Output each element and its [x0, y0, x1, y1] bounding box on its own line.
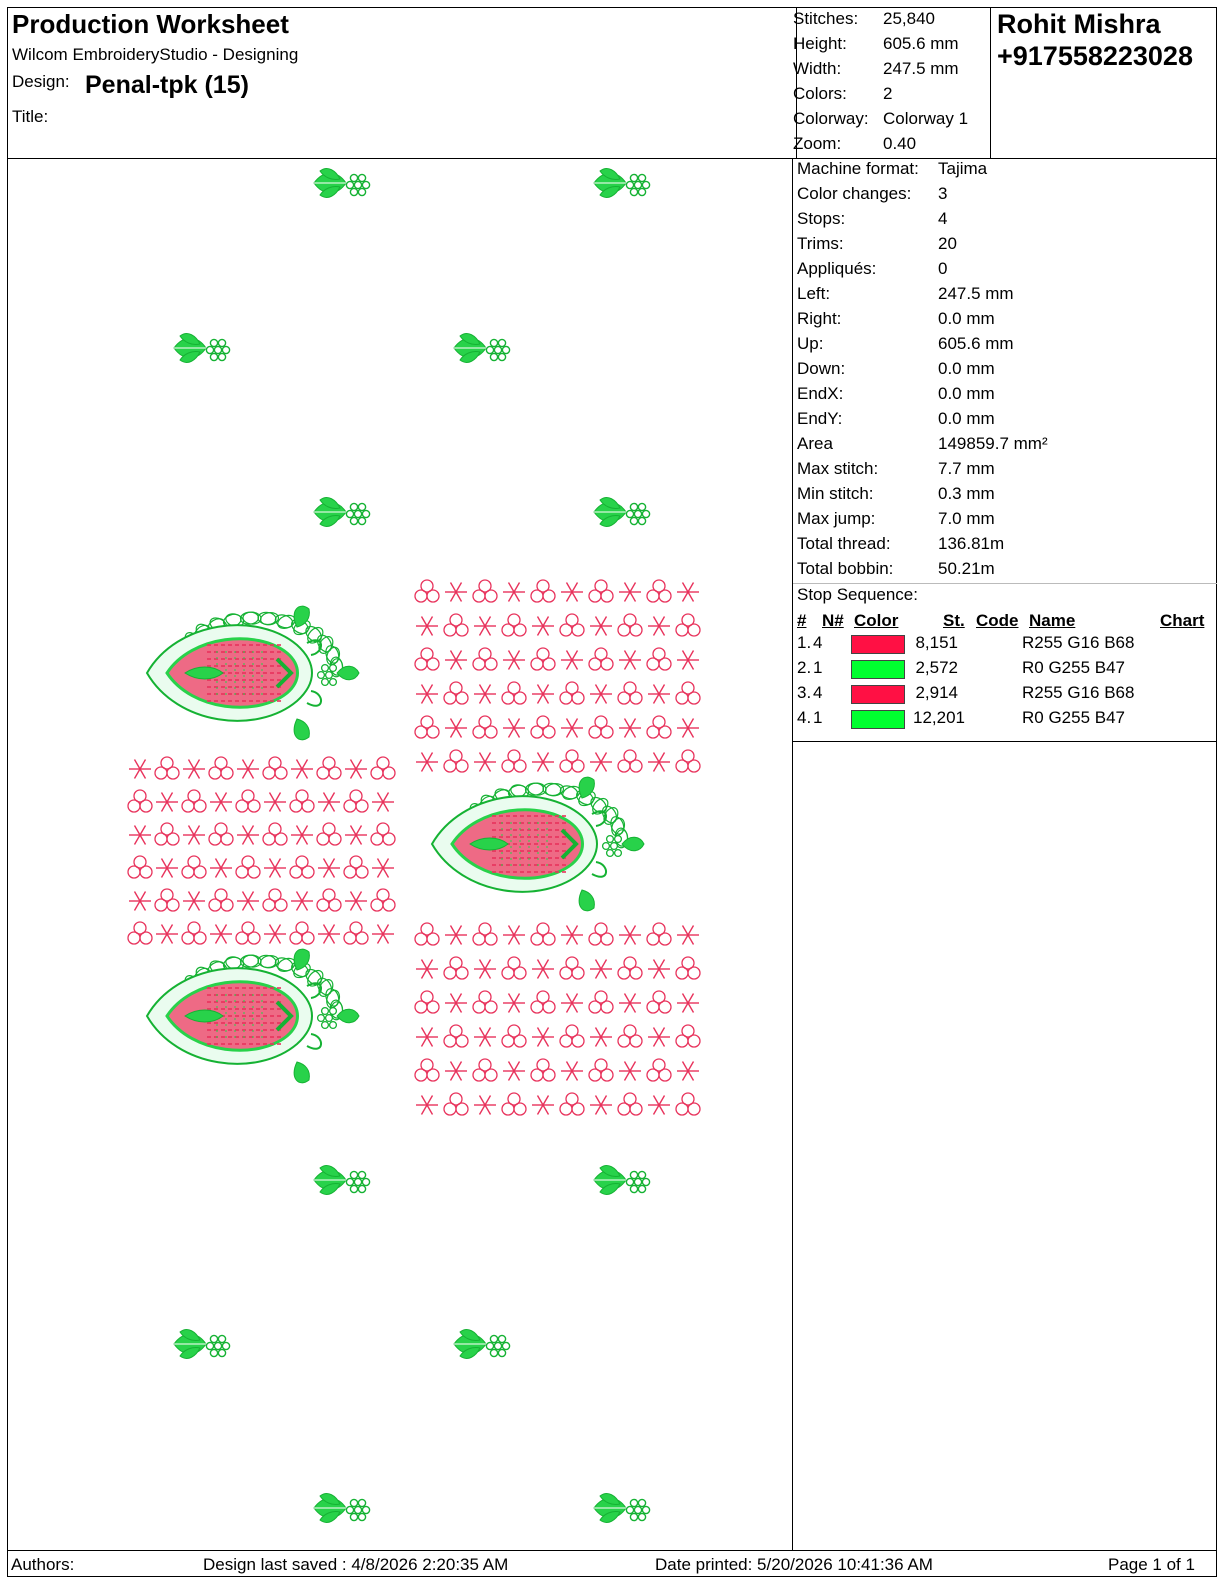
leaf-motif: [454, 1330, 510, 1359]
leaf-motif: [314, 1166, 370, 1195]
leaf-motif: [314, 498, 370, 527]
lattice-block: [415, 580, 700, 772]
color-swatch: [851, 660, 905, 679]
stat-label: Down:: [797, 359, 846, 378]
design-preview: [7, 159, 793, 1550]
stat-row: [797, 534, 1005, 554]
embroidery-preview-canvas: [7, 159, 793, 1550]
stat-label: Appliqués:: [797, 259, 877, 278]
stat-row: [797, 259, 948, 279]
stop-num: 3.: [797, 683, 812, 702]
zoom-value: 0.40: [883, 134, 917, 153]
stat-value: 136.81m: [938, 534, 1005, 553]
col-st-header: St.: [943, 611, 965, 630]
stop-sequence-row: [793, 658, 1217, 683]
date-printed: Date printed: 5/20/2026 10:41:36 AM: [655, 1555, 933, 1574]
stop-sequence-row: [793, 683, 1217, 708]
stat-row: [797, 434, 1048, 454]
stat-row: [797, 484, 995, 504]
stat-label: Up:: [797, 334, 824, 353]
colorway-label: Colorway:: [793, 109, 869, 128]
stat-row: [797, 559, 995, 579]
leaf-motif: [174, 1330, 230, 1359]
stat-row: [797, 384, 995, 404]
stat-value: 7.7 mm: [938, 459, 995, 478]
stop-sequence-row: [793, 633, 1217, 658]
stat-value: 7.0 mm: [938, 509, 995, 528]
stat-row: [797, 309, 995, 329]
stat-row: [797, 409, 995, 429]
last-saved: Design last saved : 4/8/2026 2:20:35 AM: [203, 1555, 509, 1574]
leaf-motif: [594, 169, 650, 198]
paisley-motif: [147, 949, 359, 1083]
leaf-motif: [454, 334, 510, 363]
height-value: 605.6 mm: [883, 34, 959, 53]
lattice-block: [128, 757, 395, 944]
stat-value: 149859.7 mm²: [938, 434, 1048, 453]
stat-value: 0.0 mm: [938, 384, 995, 403]
worksheet-title: Production Worksheet: [12, 9, 289, 39]
stat-value: Tajima: [938, 159, 988, 178]
contact-phone: +917558223028: [997, 41, 1193, 71]
color-swatch: [851, 685, 905, 704]
contact-box: [990, 7, 1217, 159]
col-num-header: #: [797, 611, 807, 630]
col-n-header: N#: [822, 611, 844, 630]
lattice-block: [415, 923, 700, 1115]
stat-row: [797, 334, 1014, 354]
contact-name: Rohit Mishra: [997, 9, 1161, 39]
stitch-count: 12,201: [913, 708, 965, 727]
colors-value: 2: [883, 84, 893, 103]
col-code-header: Code: [976, 611, 1019, 630]
machine-stats: [793, 159, 1217, 742]
stat-label: Min stitch:: [797, 484, 874, 503]
stat-value: 0.0 mm: [938, 309, 995, 328]
stat-label: Machine format:: [797, 159, 919, 178]
stat-value: 0.0 mm: [938, 409, 995, 428]
stitch-count: 2,914: [915, 683, 958, 702]
stitches-value: 25,840: [883, 9, 935, 28]
stat-label: Left:: [797, 284, 831, 303]
stitches-label: Stitches:: [793, 9, 859, 28]
stitch-count: 2,572: [915, 658, 958, 677]
colors-label: Colors:: [793, 84, 847, 103]
design-summary: [793, 7, 990, 159]
stat-row: [797, 509, 995, 529]
height-label: Height:: [793, 34, 847, 53]
stat-label: Total bobbin:: [797, 559, 894, 578]
stop-num: 4.: [797, 708, 812, 727]
thread-name: R0 G255 B47: [1022, 658, 1126, 677]
stat-row: [797, 359, 995, 379]
col-color-header: Color: [854, 611, 899, 630]
stat-value: 0.3 mm: [938, 484, 995, 503]
stat-value: 605.6 mm: [938, 334, 1014, 353]
width-value: 247.5 mm: [883, 59, 959, 78]
software-name: Wilcom EmbroideryStudio - Designing: [12, 45, 299, 64]
worksheet-header: [7, 7, 797, 159]
stat-row: [797, 459, 995, 479]
stat-label: Max jump:: [797, 509, 876, 528]
width-label: Width:: [793, 59, 842, 78]
worksheet-footer: [7, 1550, 1217, 1577]
needle-number: 1: [813, 658, 823, 677]
paisley-motif: [147, 606, 359, 740]
page-number: Page 1 of 1: [1108, 1555, 1195, 1574]
authors-label: Authors:: [11, 1555, 75, 1574]
stat-row: [797, 159, 988, 179]
design-label: Design:: [12, 72, 70, 91]
design-name: Penal-tpk (15): [85, 71, 249, 99]
stop-num: 2.: [797, 658, 812, 677]
stat-label: Max stitch:: [797, 459, 879, 478]
stat-label: Right:: [797, 309, 842, 328]
stat-row: [797, 184, 948, 204]
stat-row: [797, 284, 1014, 304]
col-chart-header: Chart: [1160, 611, 1205, 630]
stat-value: 247.5 mm: [938, 284, 1014, 303]
leaf-motif: [314, 169, 370, 198]
paisley-motif: [432, 777, 644, 911]
leaf-motif: [594, 1166, 650, 1195]
leaf-motif: [594, 498, 650, 527]
leaf-motif: [174, 334, 230, 363]
leaf-motif: [594, 1494, 650, 1523]
needle-number: 4: [813, 683, 823, 702]
stat-label: Stops:: [797, 209, 846, 228]
stop-num: 1.: [797, 633, 812, 652]
title-label: Title:: [12, 107, 49, 126]
color-swatch: [851, 710, 905, 729]
thread-name: R255 G16 B68: [1022, 633, 1135, 652]
stat-value: 4: [938, 209, 948, 228]
stat-label: EndX:: [797, 384, 844, 403]
stop-sequence-row: [793, 708, 1217, 733]
colorway-value: Colorway 1: [883, 109, 969, 128]
zoom-label: Zoom:: [793, 134, 842, 153]
thread-name: R255 G16 B68: [1022, 683, 1135, 702]
stop-sequence-divider: [793, 583, 1217, 584]
stitch-count: 8,151: [915, 633, 958, 652]
col-name-header: Name: [1029, 611, 1076, 630]
stat-value: 3: [938, 184, 948, 203]
needle-number: 1: [813, 708, 823, 727]
stat-value: 0.0 mm: [938, 359, 995, 378]
stat-label: Color changes:: [797, 184, 912, 203]
stat-value: 50.21m: [938, 559, 995, 578]
stat-label: Total thread:: [797, 534, 891, 553]
stat-value: 0: [938, 259, 948, 278]
stat-row: [797, 234, 957, 254]
needle-number: 4: [813, 633, 823, 652]
stat-row: [797, 209, 948, 229]
stop-sequence-title: Stop Sequence:: [797, 585, 918, 604]
thread-name: R0 G255 B47: [1022, 708, 1126, 727]
color-swatch: [851, 635, 905, 654]
stat-label: Area: [797, 434, 833, 453]
leaf-motif: [314, 1494, 370, 1523]
stat-value: 20: [938, 234, 957, 253]
stat-label: EndY:: [797, 409, 843, 428]
stat-label: Trims:: [797, 234, 844, 253]
